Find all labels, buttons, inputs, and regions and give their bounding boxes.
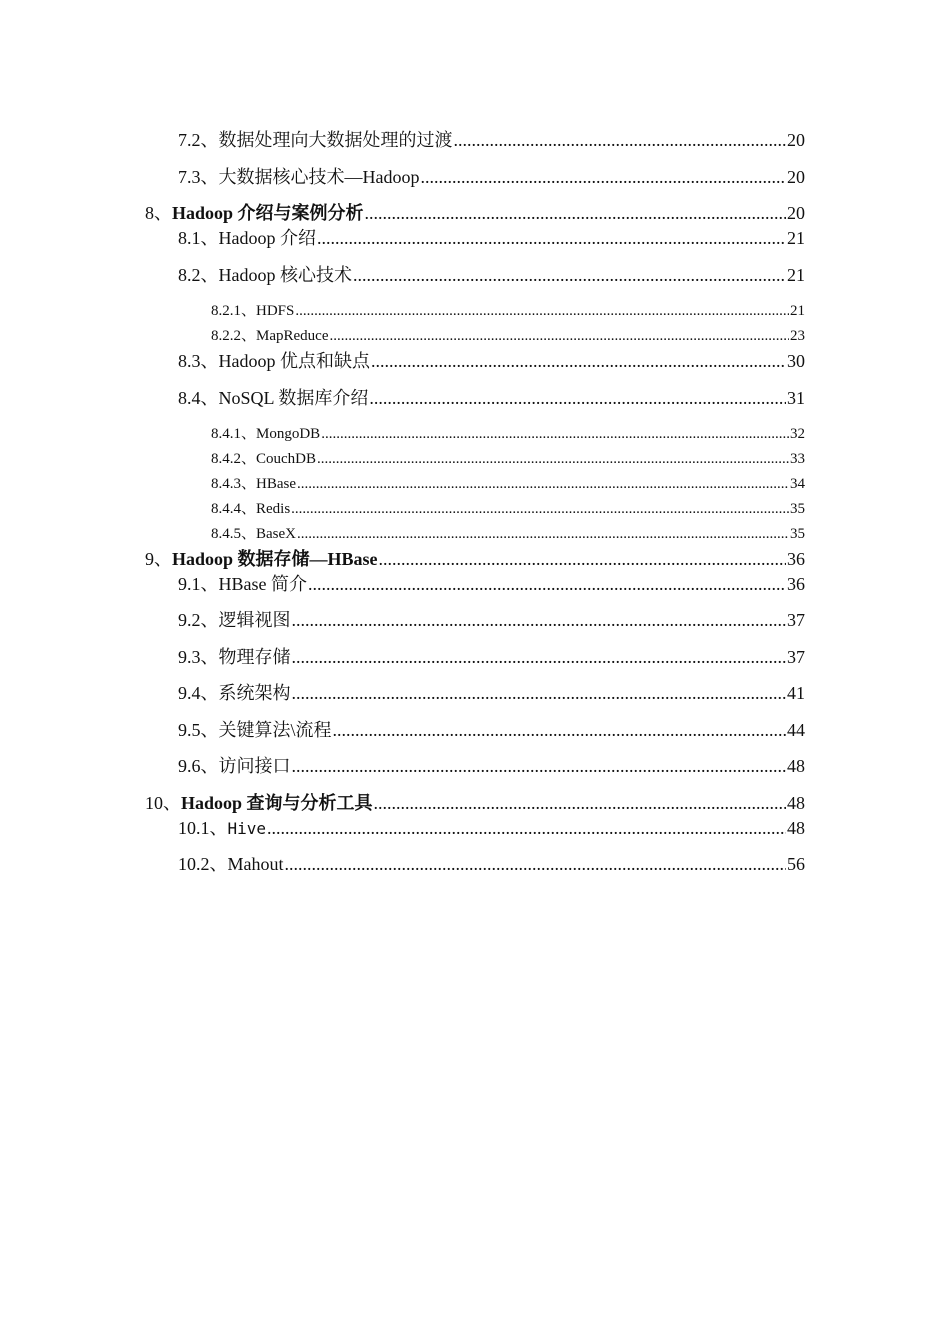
toc-entry-label: 9.1、HBase 简介 (178, 574, 307, 594)
dot-leader (292, 756, 787, 777)
dot-leader (365, 203, 786, 224)
dot-leader (292, 610, 787, 631)
dot-leader (317, 451, 789, 468)
toc-page-number: 48 (787, 793, 805, 813)
dot-leader (353, 265, 786, 286)
dot-leader (295, 303, 789, 320)
toc-page-number: 37 (787, 610, 805, 630)
toc-entry-label: 8.4.3、HBase (211, 476, 296, 492)
toc-entry-8-2-1[interactable] (211, 299, 805, 320)
toc-chapter-number: 8、 (145, 203, 172, 223)
dot-leader (297, 526, 789, 543)
toc-page-number: 20 (787, 130, 805, 150)
toc-entry-label: 7.2、数据处理向大数据处理的过渡 (178, 130, 453, 150)
dot-leader (291, 501, 789, 518)
toc-entry-9-1[interactable] (178, 570, 805, 596)
dot-leader (454, 130, 787, 151)
toc-chapter-number: 10、 (145, 793, 181, 813)
toc-entry-9-4[interactable] (178, 679, 805, 705)
dot-leader (317, 228, 786, 249)
toc-page-number: 33 (790, 451, 805, 467)
toc-entry-7-3[interactable] (178, 163, 805, 189)
toc-entry-8-1[interactable] (178, 224, 805, 250)
toc-chapter-title: Hadoop 查询与分析工具 (181, 793, 373, 813)
dot-leader (379, 549, 786, 570)
toc-entry-label: 8.4、NoSQL 数据库介绍 (178, 388, 369, 408)
toc-entry-number: 10.1、 (178, 818, 228, 838)
toc-page-number: 41 (787, 683, 805, 703)
toc-entry-label: 8.3、Hadoop 优点和缺点 (178, 351, 370, 371)
toc-page-number: 44 (787, 720, 805, 740)
toc-entry-label: 9.3、物理存储 (178, 647, 291, 667)
toc-entry-8-4-5[interactable] (211, 522, 805, 543)
toc-entry-8-4-3[interactable] (211, 472, 805, 493)
toc-page-number: 23 (790, 328, 805, 344)
toc-entry-label: 8.4.2、CouchDB (211, 451, 317, 467)
toc-chapter-title: Hadoop 介绍与案例分析 (172, 203, 364, 223)
toc-chapter-10[interactable] (145, 789, 805, 815)
toc-page-number: 21 (787, 228, 805, 248)
toc-entry-8-4[interactable] (178, 384, 805, 410)
toc-entry-label: 8.2.1、HDFS (211, 303, 295, 319)
toc-chapter-label (145, 789, 373, 815)
toc-entry-label: 8.4.4、Redis (211, 501, 291, 517)
toc-entry-label: 9.6、访问接口 (178, 756, 291, 776)
toc-entry-8-4-2[interactable] (211, 447, 805, 468)
toc-entry-8-2-2[interactable] (211, 324, 805, 345)
toc-entry-9-5[interactable] (178, 716, 805, 742)
dot-leader (421, 167, 787, 188)
toc-chapter-number: 9、 (145, 549, 172, 569)
toc-entry-label: 7.3、大数据核心技术—Hadoop (178, 167, 420, 187)
toc-page-number: 36 (787, 549, 805, 569)
toc-page-number: 32 (790, 426, 805, 442)
toc-page-number: 21 (790, 303, 805, 319)
toc-entry-10-2[interactable] (178, 850, 805, 876)
dot-leader (285, 854, 787, 875)
toc-page-number: 37 (787, 647, 805, 667)
dot-leader (329, 328, 789, 345)
dot-leader (321, 426, 789, 443)
toc-entry-9-6[interactable] (178, 752, 805, 778)
toc-page-number: 34 (790, 476, 805, 492)
toc-entry-title: Hive (227, 819, 267, 838)
toc-entry-9-3[interactable] (178, 643, 805, 669)
dot-leader (374, 793, 786, 814)
toc-page-number: 36 (787, 574, 805, 594)
toc-entry-label: 8.2.2、MapReduce (211, 328, 329, 344)
toc-page-number: 56 (787, 854, 805, 874)
dot-leader (292, 683, 787, 704)
toc-entry-label: 9.5、关键算法\流程 (178, 720, 332, 740)
toc-entry-8-4-1[interactable] (211, 422, 805, 443)
toc-page-number: 48 (787, 818, 805, 838)
toc-chapter-label (145, 199, 364, 225)
toc-page-number: 30 (787, 351, 805, 371)
dot-leader (333, 720, 786, 741)
toc-entry-7-2[interactable] (178, 126, 805, 152)
toc-entry-label (178, 814, 266, 840)
dot-leader (267, 818, 786, 839)
toc-entry-8-3[interactable] (178, 347, 805, 373)
toc-entry-label: 9.2、逻辑视图 (178, 610, 291, 630)
dot-leader (292, 647, 787, 668)
toc-page-number: 35 (790, 526, 805, 542)
dot-leader (308, 574, 786, 595)
toc-page-number: 35 (790, 501, 805, 517)
toc-entry-label: 8.1、Hadoop 介绍 (178, 228, 316, 248)
toc-entry-label: 8.4.1、MongoDB (211, 426, 321, 442)
toc-entry-label: 8.2、Hadoop 核心技术 (178, 265, 352, 285)
toc-chapter-8[interactable] (145, 199, 805, 225)
toc-chapter-label (145, 545, 378, 571)
toc-entry-8-4-4[interactable] (211, 497, 805, 518)
toc-entry-label: 10.2、Mahout (178, 854, 284, 874)
dot-leader (369, 388, 786, 409)
toc-entry-label: 8.4.5、BaseX (211, 526, 296, 542)
toc-page-number: 21 (787, 265, 805, 285)
toc-chapter-9[interactable] (145, 545, 805, 571)
toc-page-number: 20 (787, 167, 805, 187)
toc-entry-8-2[interactable] (178, 261, 805, 287)
toc-chapter-title: Hadoop 数据存储—HBase (172, 549, 378, 569)
toc-entry-10-1[interactable] (178, 814, 805, 840)
toc-entry-9-2[interactable] (178, 606, 805, 632)
toc-entry-label: 9.4、系统架构 (178, 683, 291, 703)
toc-page-number: 20 (787, 203, 805, 223)
toc-page-number: 31 (787, 388, 805, 408)
toc-page-number: 48 (787, 756, 805, 776)
dot-leader (371, 351, 786, 372)
dot-leader (297, 476, 789, 493)
